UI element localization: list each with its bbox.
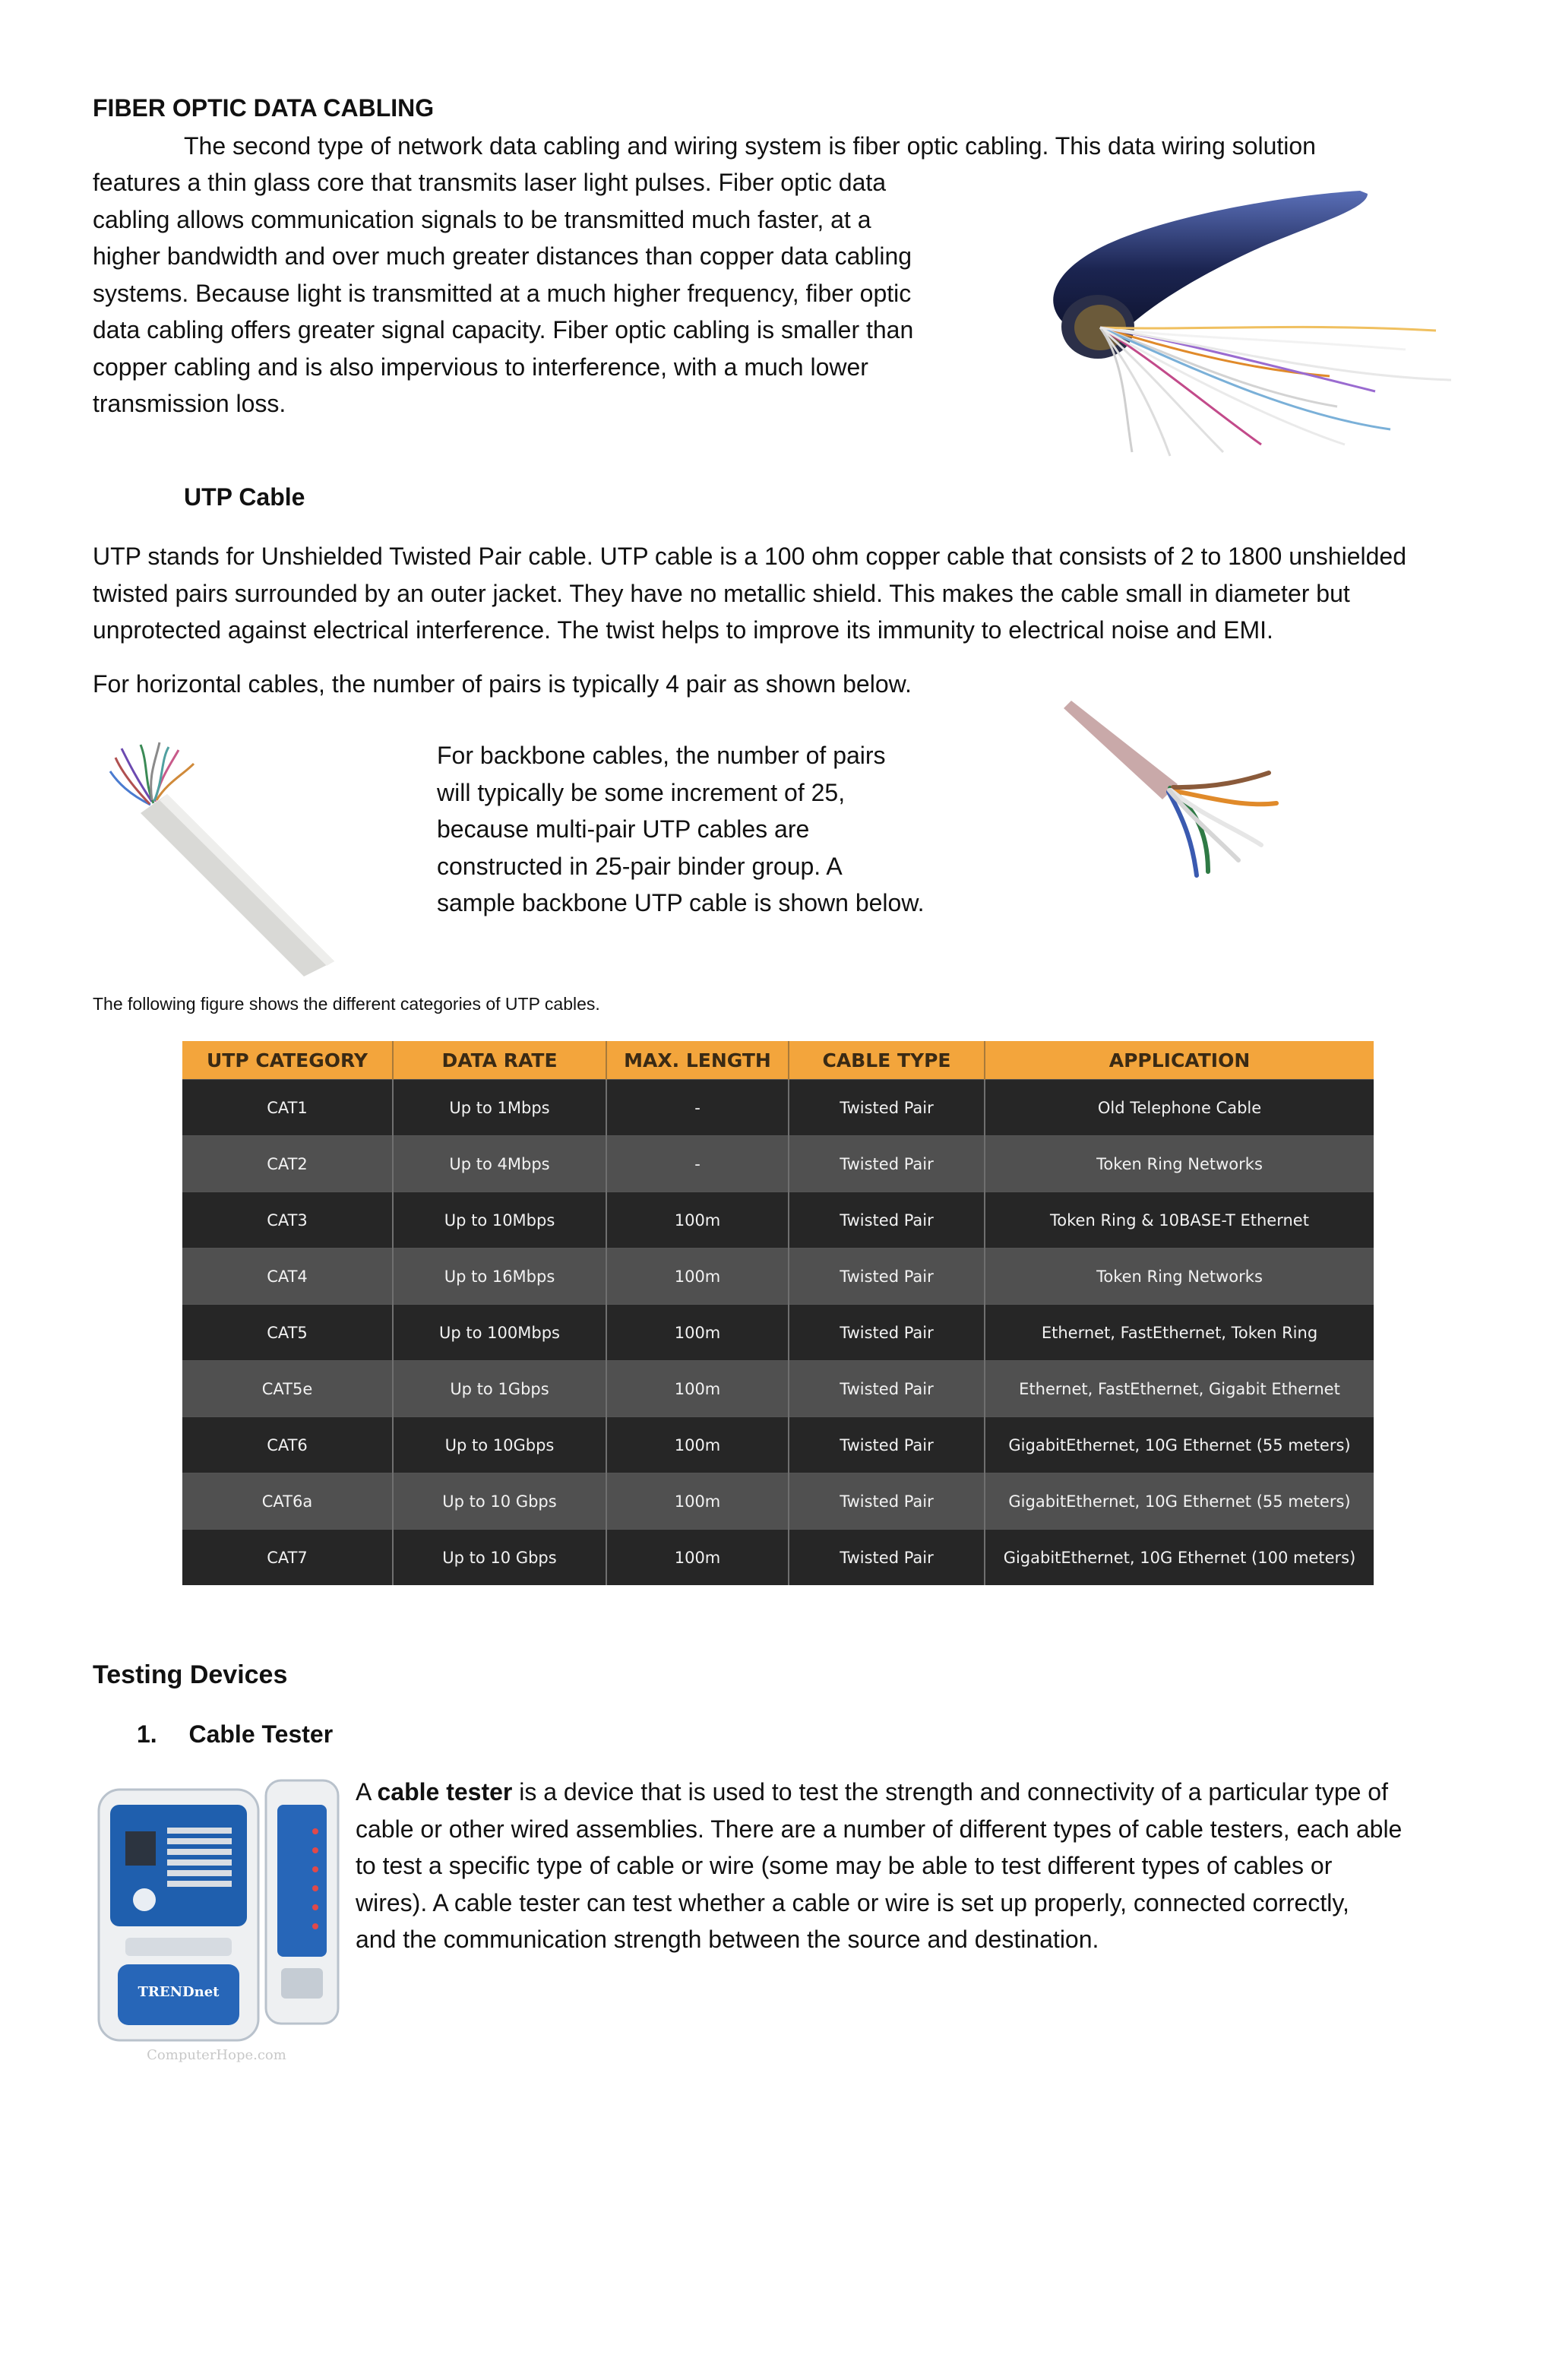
table-cell: Up to 10 Gbps — [393, 1530, 606, 1586]
table-cell: Up to 4Mbps — [393, 1136, 606, 1192]
horizontal-utp-cable-image — [1064, 701, 1284, 883]
table-row — [182, 1192, 1374, 1249]
fiber-paragraph-line: features a thin glass core that transmits laser light pulses. Fiber optic data — [93, 169, 887, 196]
cable-tester-paragraph-line: and the communication strength between the source and destination. — [356, 1926, 1099, 1953]
table-cell: Token Ring Networks — [985, 1249, 1374, 1305]
utp-paragraph-line: twisted pairs surrounded by an outer jacket. They have no metallic shield. This makes the cable small in diameter but — [93, 579, 1350, 607]
column-header: MAX. LENGTH — [606, 1041, 789, 1080]
table-cell: Twisted Pair — [789, 1249, 985, 1305]
table-cell: Twisted Pair — [789, 1136, 985, 1192]
table-cell: Ethernet, FastEthernet, Gigabit Ethernet — [985, 1361, 1374, 1417]
table-cell: Twisted Pair — [789, 1530, 985, 1586]
table-cell: Token Ring Networks — [985, 1136, 1374, 1192]
table-cell: 100m — [606, 1192, 789, 1249]
fiber-paragraph-line: data cabling offers greater signal capacity. Fiber optic cabling is smaller than — [93, 316, 914, 343]
table-cell: 100m — [606, 1305, 789, 1361]
table-cell: CAT1 — [182, 1080, 393, 1136]
intro-lead: A — [356, 1778, 378, 1806]
fiber-heading: FIBER OPTIC DATA CABLING — [93, 94, 435, 122]
cable-tester-paragraph-line: to test a specific type of cable or wire (some may be able to test different types of cables or — [356, 1852, 1333, 1879]
table-row — [182, 1473, 1374, 1530]
table-cell: CAT2 — [182, 1136, 393, 1192]
cable-tester-paragraph-line — [356, 1774, 1480, 1811]
fiber-paragraph-line: The second type of network data cabling and wiring system is fiber optic cabling. This data wiring solution — [184, 132, 1316, 160]
table-row — [182, 1530, 1374, 1586]
table-cell: Twisted Pair — [789, 1080, 985, 1136]
table-cell: Up to 1Mbps — [393, 1080, 606, 1136]
table-row — [182, 1361, 1374, 1417]
image-watermark: ComputerHope.com — [147, 2047, 286, 2063]
cable-tester-paragraph-line: cable or other wired assemblies. There are a number of different types of cable testers, each able — [356, 1815, 1403, 1843]
table-cell: Twisted Pair — [789, 1417, 985, 1473]
utp-heading: UTP Cable — [184, 483, 305, 511]
list-item-title: Cable Tester — [188, 1720, 334, 1748]
fiber-paragraph-line: copper cabling and is also impervious to interference, with a much lower — [93, 353, 868, 381]
backbone-paragraph-line: For backbone cables, the number of pairs — [437, 742, 886, 769]
column-header: UTP CATEGORY — [182, 1041, 393, 1080]
cable-tester-paragraph-line: wires). A cable tester can test whether a cable or wire is set up properly, connected correctly, — [356, 1888, 1349, 1916]
table-row — [182, 1305, 1374, 1361]
table-cell: - — [606, 1080, 789, 1136]
fiber-optic-cable-image — [1010, 186, 1466, 460]
cable-tester-term: cable tester — [377, 1778, 513, 1806]
table-cell: Ethernet, FastEthernet, Token Ring — [985, 1305, 1374, 1361]
backbone-utp-cable-image — [106, 741, 342, 976]
table-cell: GigabitEthernet, 10G Ethernet (100 meters) — [985, 1530, 1374, 1586]
table-row — [182, 1136, 1374, 1192]
backbone-paragraph-line: will typically be some increment of 25, — [437, 778, 846, 806]
table-cell: Token Ring & 10BASE-T Ethernet — [985, 1192, 1374, 1249]
table-cell: Twisted Pair — [789, 1473, 985, 1530]
table-cell: Twisted Pair — [789, 1305, 985, 1361]
horizontal-cables-paragraph: For horizontal cables, the number of pairs is typically 4 pair as shown below. — [93, 670, 912, 698]
table-cell: Up to 16Mbps — [393, 1249, 606, 1305]
utp-paragraph-line: unprotected against electrical interference. The twist helps to improve its immunity to electrical noise and EMI. — [93, 616, 1273, 644]
fiber-paragraph-line: higher bandwidth and over much greater distances than copper data cabling — [93, 242, 912, 270]
intro-rest: is a device that is used to test the strength and connectivity of a particular type of — [512, 1778, 1388, 1806]
list-number: 1. — [137, 1720, 157, 1748]
table-cell: 100m — [606, 1249, 789, 1305]
table-cell: - — [606, 1136, 789, 1192]
fiber-paragraph — [93, 164, 989, 423]
table-cell: 100m — [606, 1361, 789, 1417]
cable-tester-image — [95, 1774, 346, 2067]
table-cell: 100m — [606, 1473, 789, 1530]
fiber-paragraph-line: cabling allows communication signals to be transmitted much faster, at a — [93, 205, 871, 233]
table-cell: Twisted Pair — [789, 1192, 985, 1249]
figure-caption: The following figure shows the different categories of UTP cables. — [93, 994, 600, 1014]
table-cell: GigabitEthernet, 10G Ethernet (55 meters) — [985, 1473, 1374, 1530]
table-cell: Up to 10Mbps — [393, 1192, 606, 1249]
backbone-paragraph-line: constructed in 25-pair binder group. A — [437, 852, 843, 880]
backbone-paragraph — [437, 737, 969, 922]
table-row — [182, 1249, 1374, 1305]
table-cell: Twisted Pair — [789, 1361, 985, 1417]
table-cell: 100m — [606, 1417, 789, 1473]
fiber-paragraph-line: transmission loss. — [93, 390, 286, 417]
table-cell: Old Telephone Cable — [985, 1080, 1374, 1136]
cable-tester-paragraph — [356, 1774, 1480, 1958]
table-row — [182, 1080, 1374, 1136]
table-cell: 100m — [606, 1530, 789, 1586]
table-cell: CAT6 — [182, 1417, 393, 1473]
table-cell: CAT5e — [182, 1361, 393, 1417]
table-row — [182, 1417, 1374, 1473]
table-header-row — [182, 1041, 1374, 1080]
utp-categories-table — [182, 1041, 1374, 1585]
device-brand: TRENDnet — [138, 1984, 220, 2000]
backbone-paragraph-line: because multi-pair UTP cables are — [437, 815, 810, 843]
column-header: CABLE TYPE — [789, 1041, 985, 1080]
table-cell: Up to 100Mbps — [393, 1305, 606, 1361]
table-cell: Up to 10Gbps — [393, 1417, 606, 1473]
column-header: APPLICATION — [985, 1041, 1374, 1080]
table-cell: CAT4 — [182, 1249, 393, 1305]
utp-paragraph-line: UTP stands for Unshielded Twisted Pair cable. UTP cable is a 100 ohm copper cable that consists of 2 to 1800 unshielded — [93, 543, 1406, 570]
table-cell: CAT3 — [182, 1192, 393, 1249]
utp-paragraph — [93, 538, 1483, 649]
table-cell: Up to 10 Gbps — [393, 1473, 606, 1530]
table-cell: CAT6a — [182, 1473, 393, 1530]
backbone-paragraph-line: sample backbone UTP cable is shown below. — [437, 889, 925, 916]
column-header: DATA RATE — [393, 1041, 606, 1080]
fiber-paragraph-line: systems. Because light is transmitted at a much higher frequency, fiber optic — [93, 279, 912, 307]
table-cell: CAT5 — [182, 1305, 393, 1361]
table-cell: CAT7 — [182, 1530, 393, 1586]
cable-tester-heading — [137, 1719, 333, 1749]
table-cell: GigabitEthernet, 10G Ethernet (55 meters) — [985, 1417, 1374, 1473]
testing-devices-heading: Testing Devices — [93, 1660, 288, 1689]
table-cell: Up to 1Gbps — [393, 1361, 606, 1417]
